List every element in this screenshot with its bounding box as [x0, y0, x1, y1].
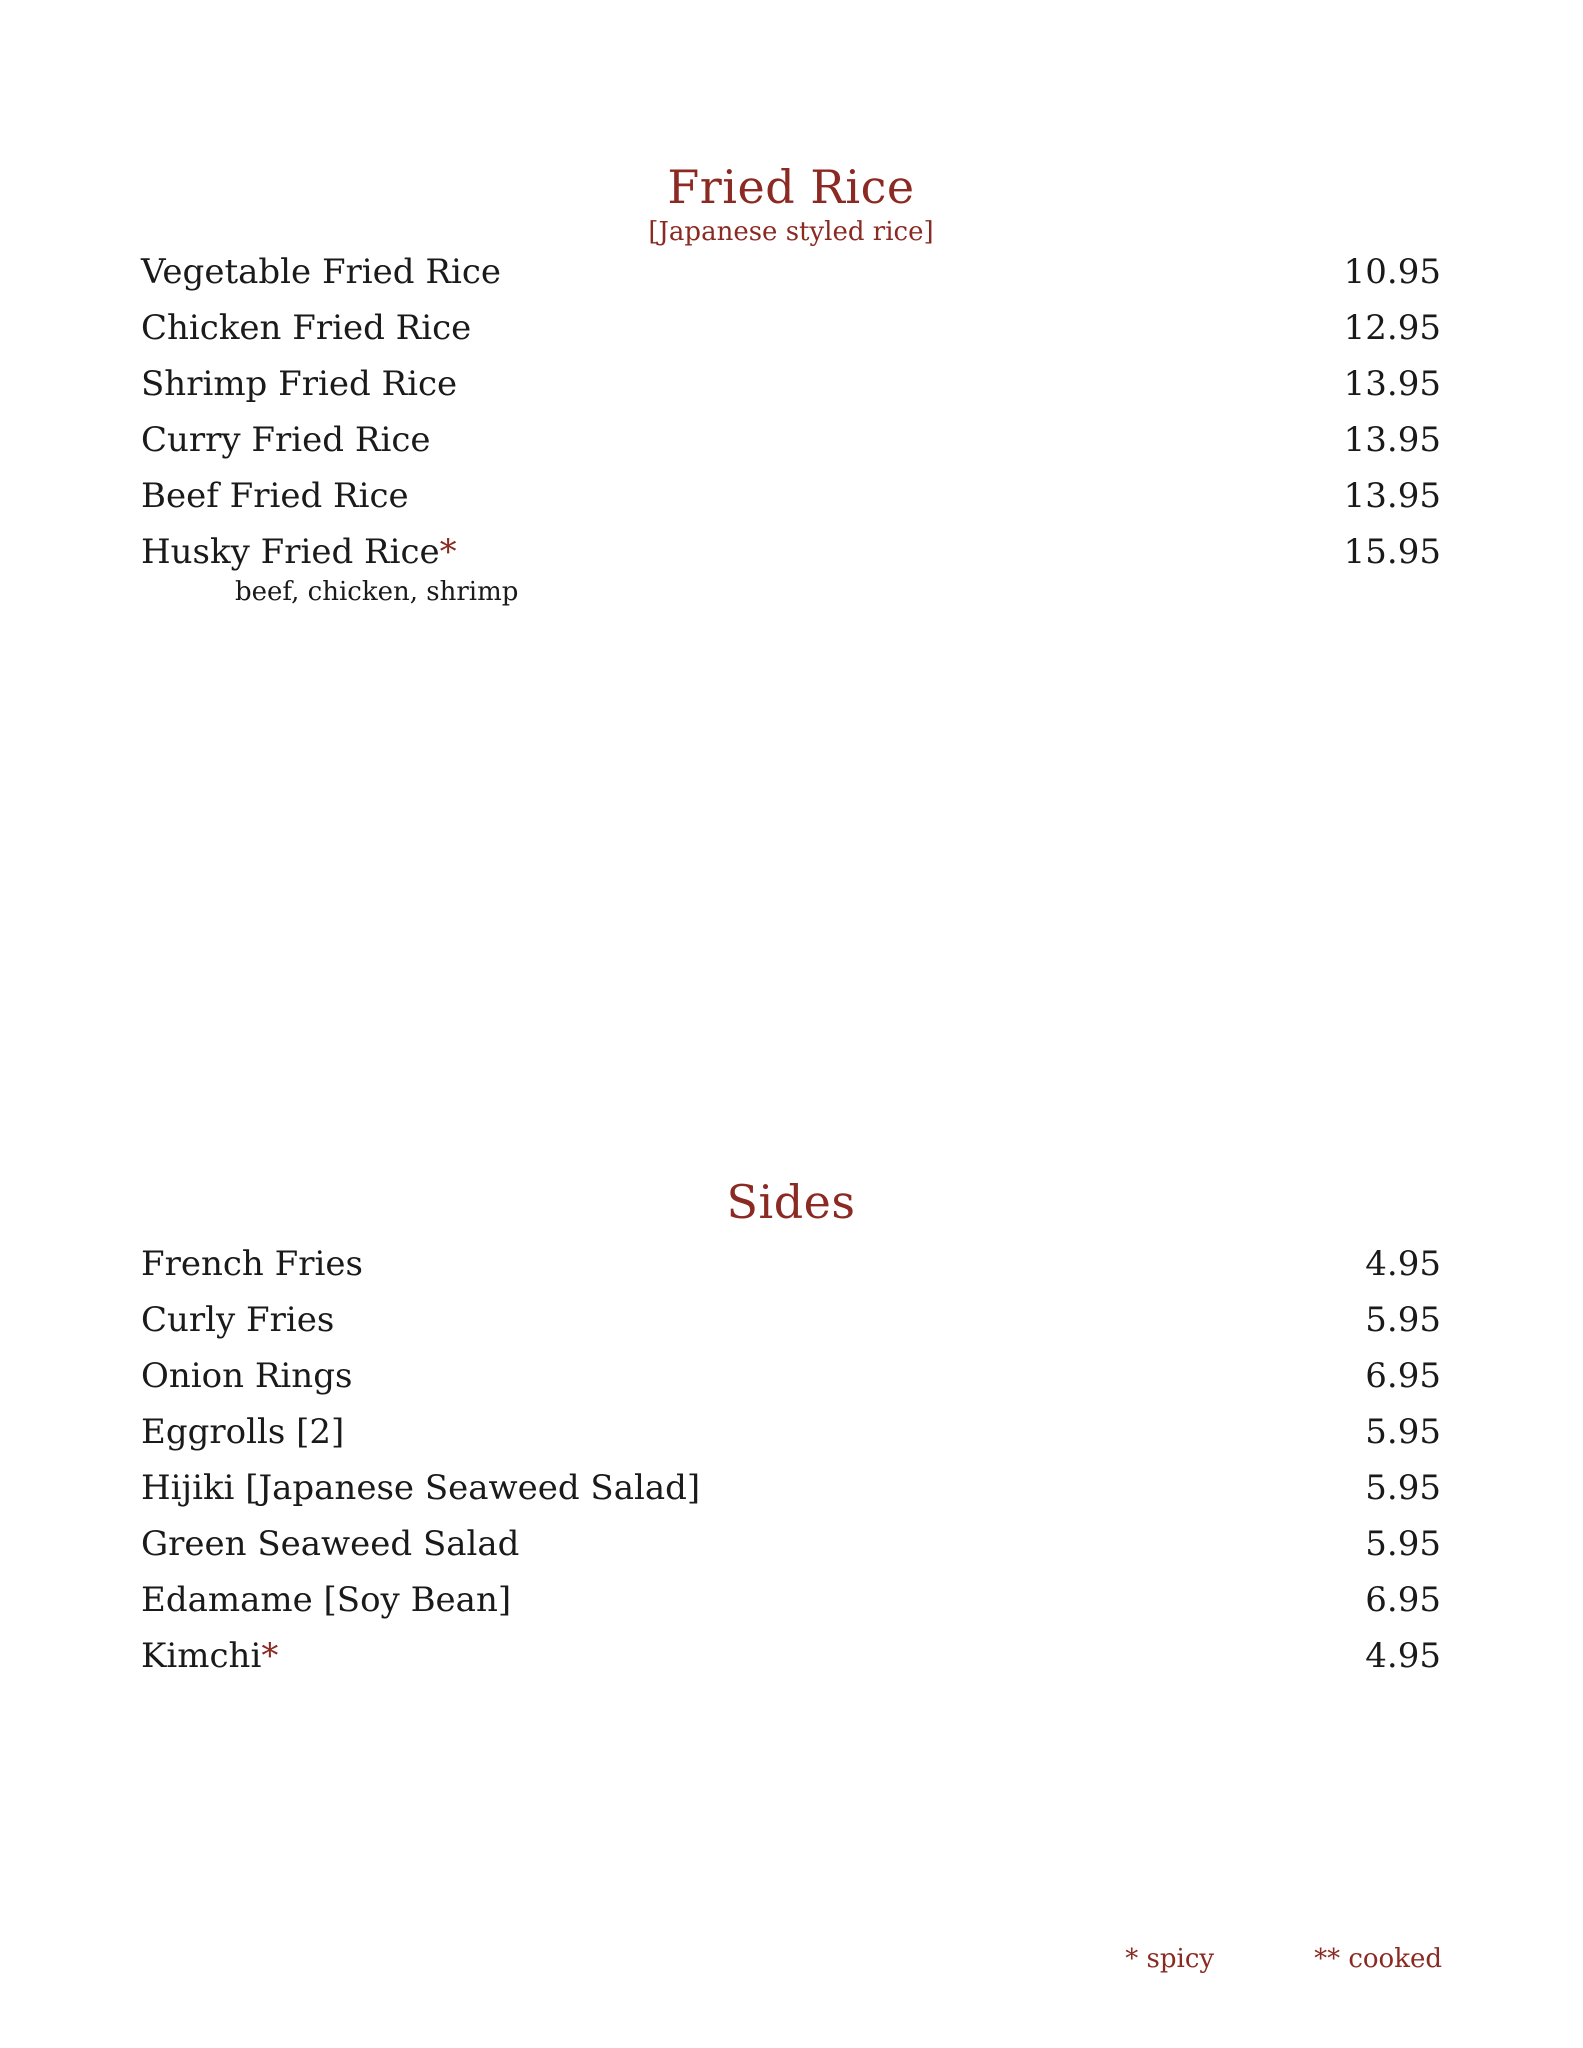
menu-item-description: beef, chicken, shrimp	[235, 577, 519, 608]
menu-item-price: 5.95	[1365, 1412, 1441, 1453]
menu-item-name: Onion Rings	[141, 1356, 353, 1397]
menu-item-name: Kimchi*	[141, 1636, 279, 1677]
menu-item-price: 13.95	[1343, 476, 1441, 517]
menu-item-price: 10.95	[1343, 252, 1441, 293]
fried-rice-list	[141, 252, 1441, 610]
spicy-mark: *	[261, 1636, 279, 1677]
sides-list	[141, 1244, 1441, 1692]
menu-item-name: Curry Fried Rice	[141, 420, 431, 461]
menu-item	[141, 1524, 1441, 1580]
menu-item-name: French Fries	[141, 1244, 363, 1285]
menu-item-price: 4.95	[1365, 1636, 1441, 1677]
legend-spicy: * spicy	[1125, 1944, 1215, 1974]
menu-item-name: Eggrolls [2]	[141, 1412, 345, 1453]
menu-item-price: 5.95	[1365, 1300, 1441, 1341]
legend-cooked: ** cooked	[1314, 1944, 1442, 1974]
fried-rice-title: Fried Rice	[667, 160, 915, 214]
menu-item-price: 5.95	[1365, 1524, 1441, 1565]
menu-item	[141, 1580, 1441, 1636]
menu-item-name: Beef Fried Rice	[141, 476, 409, 517]
menu-item	[141, 1244, 1441, 1300]
menu-item-price: 12.95	[1343, 308, 1441, 349]
menu-item-price: 6.95	[1365, 1580, 1441, 1621]
fried-rice-subtitle: [Japanese styled rice]	[648, 217, 934, 248]
menu-item-price: 15.95	[1343, 532, 1441, 573]
menu-item	[141, 420, 1441, 476]
menu-item-name: Husky Fried Rice*	[141, 532, 457, 573]
menu-item-price: 13.95	[1343, 364, 1441, 405]
menu-item-name: Chicken Fried Rice	[141, 308, 472, 349]
menu-item-name: Edamame [Soy Bean]	[141, 1580, 512, 1621]
menu-item	[141, 1412, 1441, 1468]
menu-item	[141, 364, 1441, 420]
sides-section	[141, 1175, 1441, 1692]
menu-item	[141, 1300, 1441, 1356]
menu-item-name: Vegetable Fried Rice	[141, 252, 501, 293]
menu-item-price: 4.95	[1365, 1244, 1441, 1285]
sides-title: Sides	[726, 1175, 856, 1229]
menu-item	[141, 1356, 1441, 1412]
menu-item-name: Shrimp Fried Rice	[141, 364, 458, 405]
menu-item	[141, 476, 1441, 532]
menu-item	[141, 1468, 1441, 1524]
legend	[1125, 1944, 1442, 1974]
menu-item	[141, 252, 1441, 308]
menu-item-name: Curly Fries	[141, 1300, 335, 1341]
menu-item	[141, 308, 1441, 364]
menu-item-price: 6.95	[1365, 1356, 1441, 1397]
menu-item-name: Green Seaweed Salad	[141, 1524, 520, 1565]
menu-item-price: 13.95	[1343, 420, 1441, 461]
menu-item-name: Hijiki [Japanese Seaweed Salad]	[141, 1468, 701, 1509]
menu-item-price: 5.95	[1365, 1468, 1441, 1509]
menu-item	[141, 1636, 1441, 1692]
spicy-mark: *	[439, 532, 457, 573]
fried-rice-section	[141, 160, 1441, 610]
